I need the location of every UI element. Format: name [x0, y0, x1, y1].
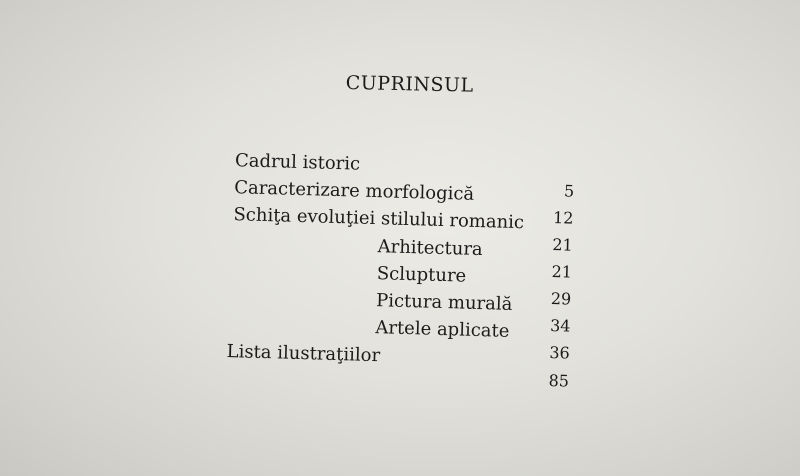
toc-entry-label: Pictura murală	[375, 290, 513, 315]
toc-entry-label: Cadrul istoric	[234, 150, 361, 175]
toc-page-number: 34	[549, 316, 571, 336]
toc-entry-label: Caracterizare morfologică	[233, 177, 475, 205]
toc-entry-label: Schiţa evoluţiei stilului romanic	[233, 204, 525, 234]
toc-page-number: 12	[552, 208, 574, 228]
toc-page-number: 21	[552, 235, 574, 255]
toc-page-number: 29	[550, 289, 572, 309]
toc-entry-label: Arhitectura	[377, 236, 483, 261]
toc-page-number: 36	[549, 342, 571, 363]
page-title: CUPRINSUL	[345, 72, 474, 97]
toc-entry-label: Artele aplicate	[375, 317, 510, 342]
toc-entry-label: Lista ilustraţiilor	[226, 340, 381, 367]
toc-page-number: 21	[551, 262, 573, 282]
toc-entry-label: Sclupture	[376, 263, 467, 287]
toc-page-number: 5	[563, 181, 575, 201]
toc-page-number: 85	[548, 370, 570, 391]
